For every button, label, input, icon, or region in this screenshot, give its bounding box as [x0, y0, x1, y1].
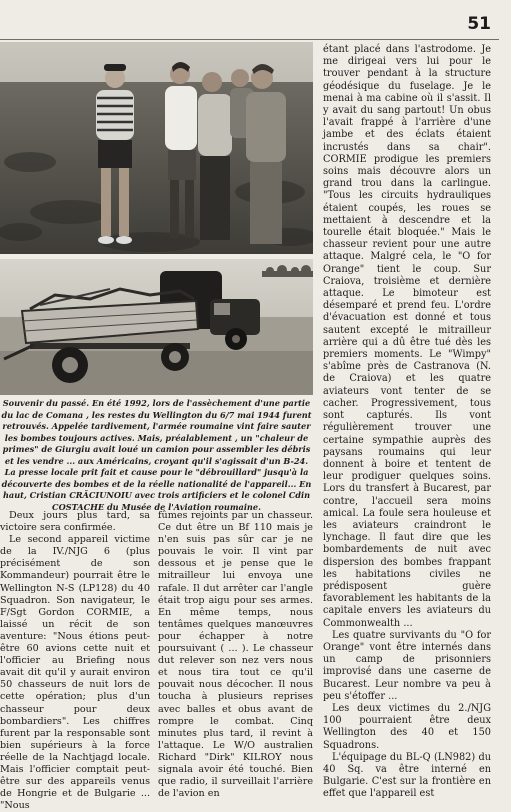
paragraph: Les quatre survivants du "O for Orange" vont être internés dans un camp de prisonniers improvisé dans une caserne de Bucarest. Leur nombre va peu à peu s'étoffer ... [323, 629, 491, 702]
paragraph: fûmes rejoints par un chasseur. Ce dut être un Bf 110 mais je n'en suis pas sûr car je ne pouvais le voir. Il vint par dessous et je pense que le mitrailleur lui envoya une rafale. Il dut arrêter car l'angle était trop aigu pour ses armes. En même temps, nous tentâmes quelques manœuvres pour échapper à notre poursuivant ( ... ). Le chasseur dut relever son nez vers nous et nous tira tout ce qu'il pouvait nous décocher. Il nous toucha à plusieurs reprises avec balles et obus avant de rompre le combat. Cinq minutes plus tard, il revint à l'attaque. Le W/O australien Richard "Dirk" KILROY nous signala avoir été touché. Bien que radio, il surveillait l'arrière de l'avion en [158, 510, 313, 800]
paragraph: Deux jours plus tard, sa victoire sera confirmée. [0, 510, 150, 534]
page-number: 51 [467, 14, 491, 34]
paragraph: Les deux victimes du 2./NJG 100 pourraient être deux Wellington des 40 et 150 Squadrons. [323, 702, 491, 751]
text-column-right [323, 44, 491, 801]
paragraph: étant placé dans l'astrodome. Je me dirigeai vers lui pour le trouver pendant à la structure géodésique du fuselage. Je le menai à ma cabine où il s'assit. Il y avait du sang partout! Un obus l'avait frappé à l'arrière d'une jambe et des éclats étaient incrustés dans sa chair". CORMIE prodigue les premiers soins mais découvre alors un grand trou dans la carlingue. "Tous les circuits hydrauliques étaient coupés, les roues se mettaient à descendre et la tourelle était bloquée." Mais le chasseur revient pour une autre attaque. Malgré cela, le "O for Orange" tient le coup. Sur Craiova, troisième et dernière attaque. Le bimoteur est désemparé et prend feu. L'ordre d'évacuation est donné et tous sautent excepté le mitrailleur arrière qui a dû être tué dès les premiers moments. Le "Wimpy" s'abîme près de Castranova (N. de Craiova) et les quatre aviateurs vont tenter de se cacher. Progressivement, tous sont capturés. Ils vont régulièrement trouver une certaine sympathie auprès des paysans roumains qui leur donnent à boire et tentent de leur prodiguer quelques soins. Lors du transfert à Bucarest, par contre, l'accueil sera moins amical. La foule sera houleuse et les aviateurs craindront le lynchage. Il faut dire que les bombardements de nuit avec dispersion des bombes frappant les habitations civiles ne prédisposent guère favorablement les habitants de la capitale envers les aviateurs du Commonwealth ... [323, 44, 491, 629]
photo-caption: Souvenir du passé. En été 1992, lors de l'assèchement d'une partie du lac de Comana , les restes du Wellington du 6/7 mai 1944 furent retrouvés. Appelée tardivement, l'armée roumaine vint faire sauter les bombes toujours actives. Mais, préalablement , un "chaleur de primes" de Giurgiu avait loué un camion pour assembler les débris et les vendre ... aux Américains, croyant qu'il s'agissait d'un B-24. La presse locale prit fait et cause pour le "débrouillard" jusqu'à la découverte des bombes et de la réelle nationalité de l'appareil... En haut, Cristian CRĂCIUNOIU avec trois artificiers et le colonel Cdin COSTACHE du Musée de l'Aviation roumaine. [1, 398, 312, 512]
header-rule [0, 39, 499, 40]
paragraph: Le second appareil victime de la IV./NJG 6 (plus précisément de son Kommandeur) pourrait être le Wellington N-S (LP128) du 40 Squadron. Son navigateur, le F/Sgt Gordon CORMIE, a laissé un récit de son aventure: "Nous étions peut-être 60 avions cette nuit et l'officier au Briefing nous avait dit qu'il y aurait environ 50 chasseurs de nuit lors de cette opération; plus d'un chasseur pour deux bombardiers". Les chiffres furent par la responsable sont bien supérieurs à la force réelle de la Nachtjagd locale. Mais l'officier comptait peut-être sur des appareils venus de Hongrie et de Bulgarie ... "Nous [0, 534, 150, 812]
text-column-left [0, 510, 150, 812]
photo-wreck-cart-truck [0, 259, 313, 395]
photo-artificers-field [0, 42, 313, 254]
paragraph: L'équipage du BL-Q (LN982) du 40 Sq. va être interné en Bulgarie. C'est sur la frontière en effet que l'appareil est [323, 751, 491, 800]
text-column-middle [158, 510, 313, 800]
